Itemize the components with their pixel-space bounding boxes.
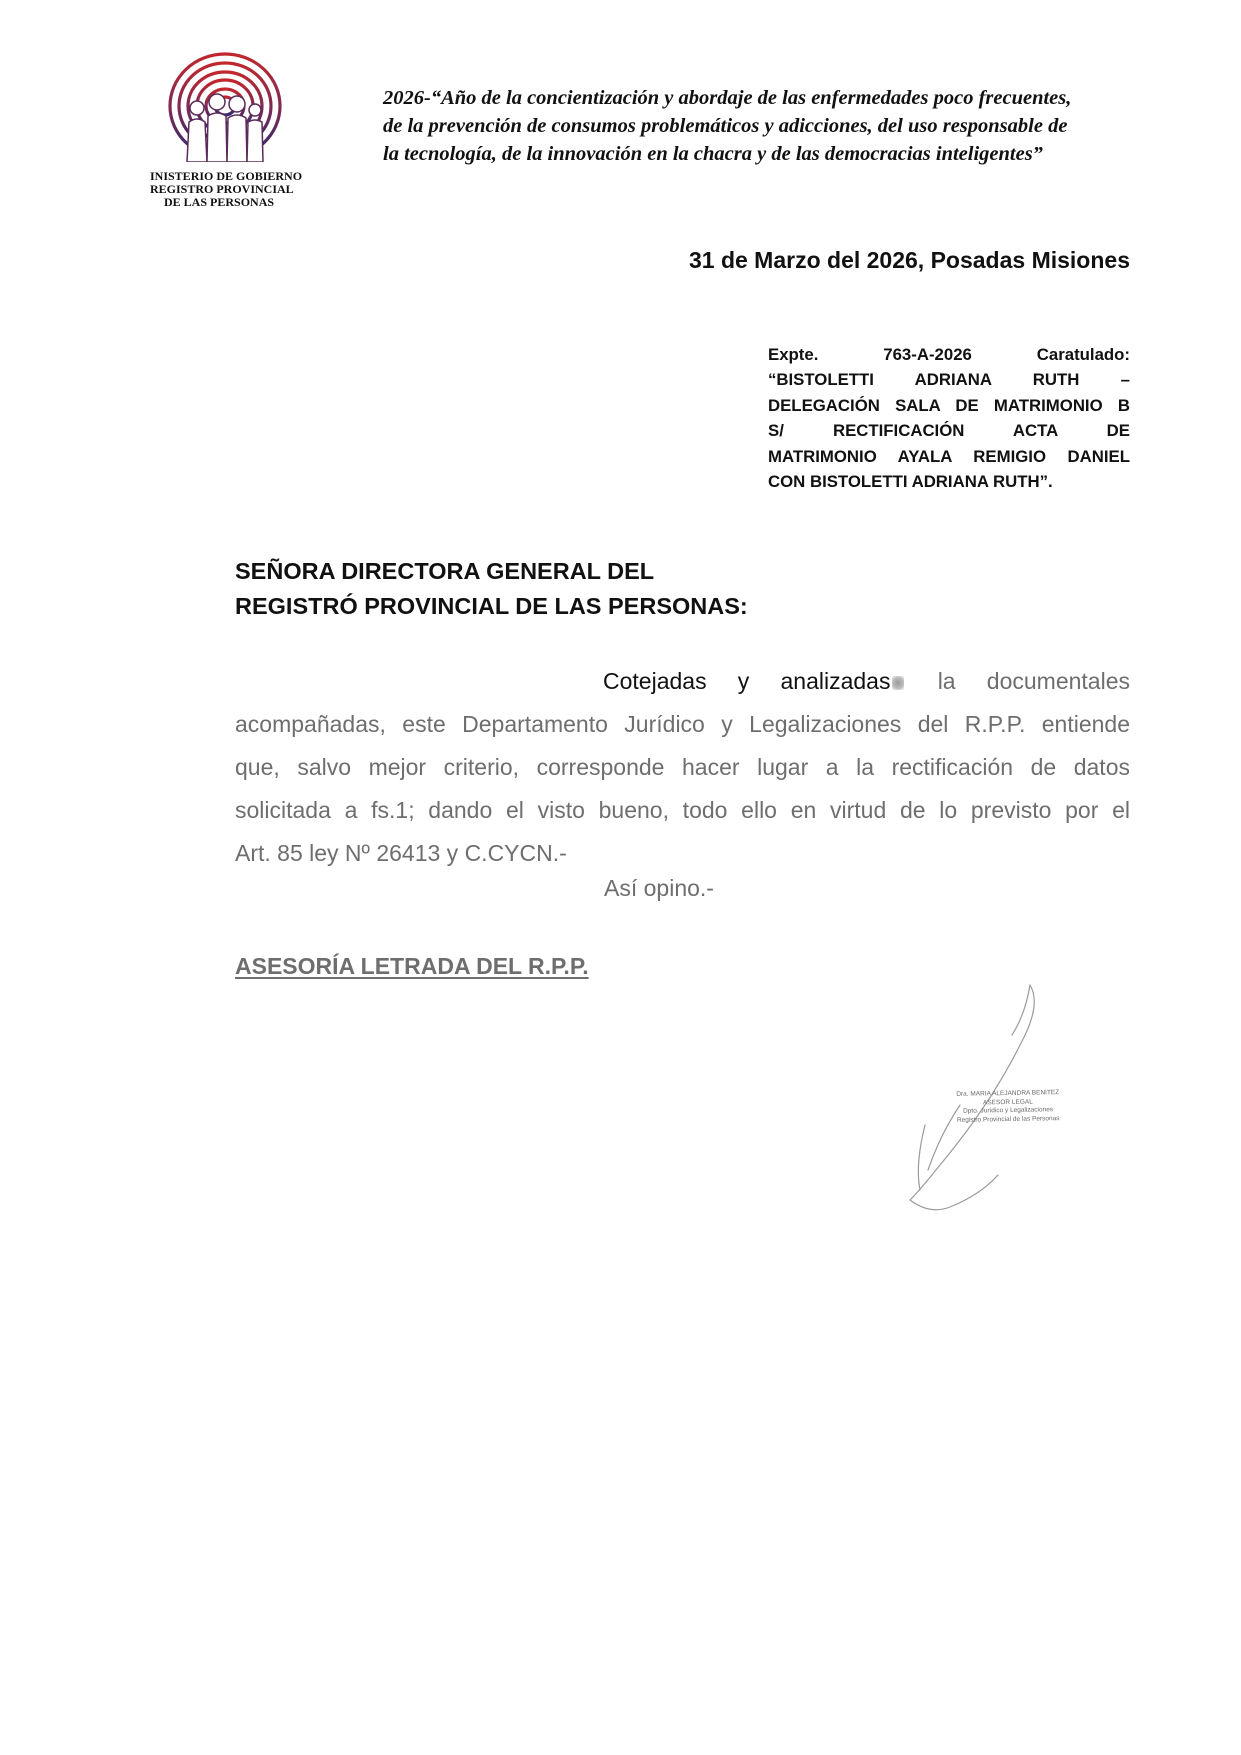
expediente-line: S/ RECTIFICACIÓN ACTA DE (768, 421, 1130, 441)
stamp-line: Dpto. Jurídico y Legalizaciones (963, 1106, 1054, 1115)
body-line: Art. 85 ley Nº 26413 y C.CYCN.- (235, 840, 567, 866)
motto-line: de la prevención de consumos problemáticos y adicciones, del uso responsable de (383, 115, 1068, 137)
ministry-line: INISTERIO DE GOBIERNO (150, 169, 303, 183)
body-paragraph (235, 660, 1130, 875)
body-line (235, 660, 1130, 703)
stamp-line: Registro Provincial de las Personas (956, 1114, 1060, 1124)
expediente-caption (768, 342, 1130, 494)
addressee (235, 554, 935, 624)
body-line: solicitada a fs.1; dando el visto bueno, todo ello en virtud de lo previsto por el (235, 797, 1130, 823)
addressee-line: REGISTRÓ PROVINCIAL DE LAS PERSONAS: (235, 593, 748, 619)
ministry-heading (150, 170, 320, 209)
expediente-line: “BISTOLETTI ADRIANA RUTH – (768, 370, 1130, 390)
ink-smudge (892, 676, 904, 690)
document-date: 31 de Marzo del 2026, Posadas Misiones (688, 247, 1130, 273)
motto-line: 2026-“Año de la concientización y abordaje de las enfermedades poco frecuentes, (383, 87, 1072, 109)
body-line: que, salvo mejor criterio, corresponde hacer lugar a la rectificación de datos (235, 754, 1130, 780)
stamp-line: ASESOR LEGAL (982, 1098, 1033, 1106)
ministry-line: REGISTRO PROVINCIAL (150, 182, 294, 196)
signature-block-title: ASESORÍA LETRADA DEL R.P.P. (235, 953, 589, 979)
motto-line: la tecnología, de la innovación en la chacra y de las democracias inteligentes” (383, 143, 1043, 165)
addressee-line: SEÑORA DIRECTORA GENERAL DEL (235, 558, 655, 584)
closing-phrase: Así opino.- (604, 875, 714, 901)
stamp-line: Dra. MARIA ALEJANDRA BENITEZ (956, 1089, 1060, 1098)
fingerprint-family-logo (165, 50, 285, 162)
expediente-line: DELEGACIÓN SALA DE MATRIMONIO B (768, 395, 1130, 415)
expediente-line: CON BISTOLETTI ADRIANA RUTH”. (768, 472, 1053, 492)
expediente-line: MATRIMONIO AYALA REMIGIO DANIEL (768, 446, 1130, 466)
year-motto (383, 84, 1163, 168)
legal-advisor-stamp (928, 1089, 1089, 1126)
expediente-line: Expte. 763-A-2026 Caratulado: (768, 345, 1130, 364)
body-lead-rest: la documentales (937, 668, 1130, 694)
body-lead: Cotejadas y analizadas (603, 668, 891, 694)
ministry-line: DE LAS PERSONAS (164, 195, 275, 209)
body-line: acompañadas, este Departamento Jurídico y Legalizaciones del R.P.P. entiende (235, 711, 1130, 737)
